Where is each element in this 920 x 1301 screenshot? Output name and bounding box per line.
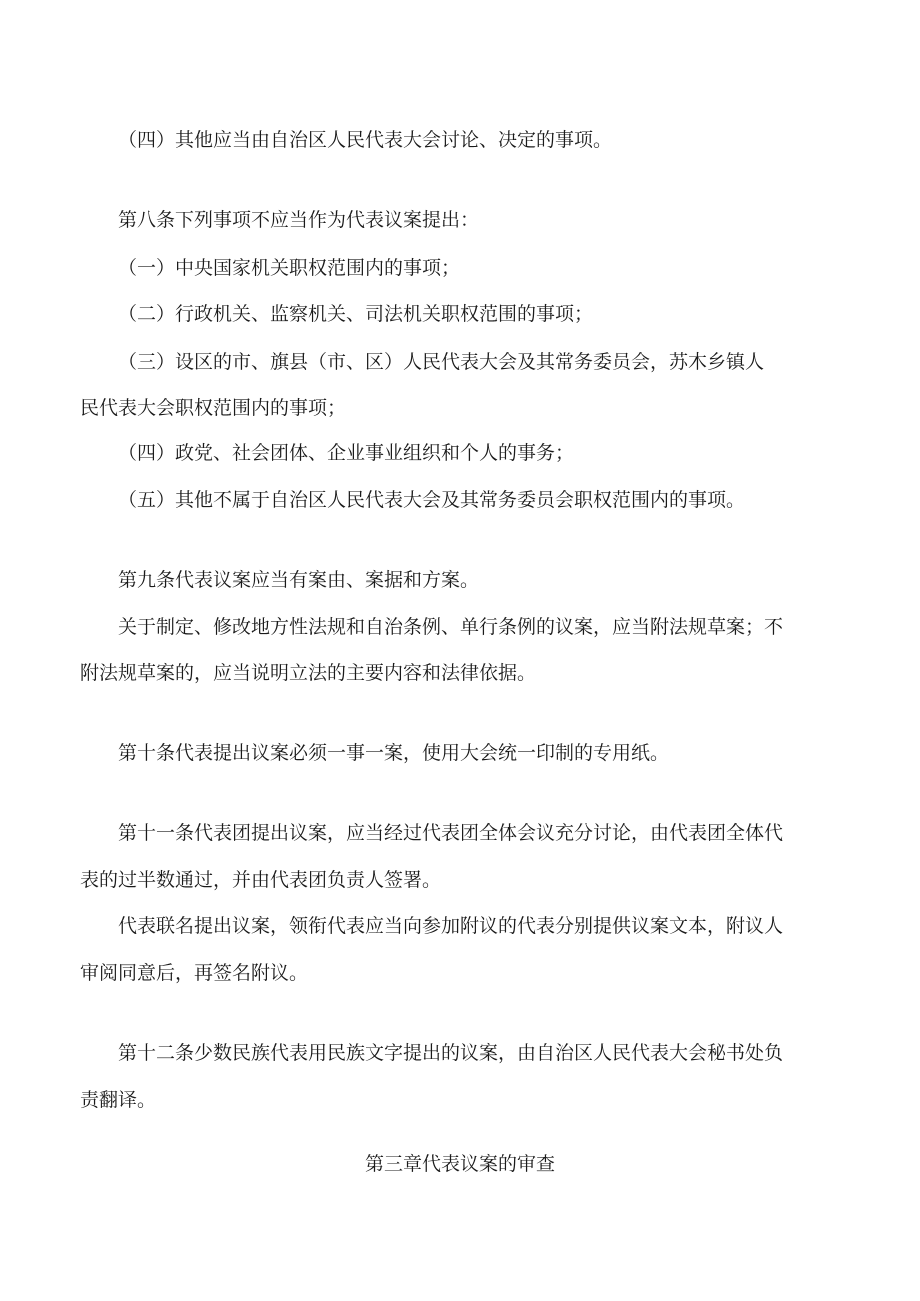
article-9-heading: 第九条代表议案应当有案由、案据和方案。 — [118, 569, 480, 591]
article-11-line-2: 表的过半数通过，并由代表团负责人签署。 — [80, 869, 442, 891]
article-11-para2-line-2: 审阅同意后，再签名附议。 — [80, 962, 309, 984]
article-8-item-5: （五）其他不属于自治区人民代表大会及其常务委员会职权范围内的事项。 — [118, 489, 746, 511]
article-8-item-1: （一）中央国家机关职权范围内的事项； — [118, 257, 461, 279]
article-7-item-4: （四）其他应当由自治区人民代表大会讨论、决定的事项。 — [118, 129, 613, 151]
chapter-3-title: 第三章代表议案的审查 — [364, 1153, 555, 1175]
article-9-para-line-2: 附法规草案的，应当说明立法的主要内容和法律依据。 — [80, 662, 537, 684]
article-12-line-1: 第十二条少数民族代表用民族文字提出的议案，由自治区人民代表大会秘书处负 — [118, 1042, 784, 1064]
article-9-para-line-1: 关于制定、修改地方性法规和自治条例、单行条例的议案，应当附法规草案；不 — [118, 616, 784, 638]
article-11-para2-line-1: 代表联名提出议案，领衔代表应当向参加附议的代表分别提供议案文本，附议人 — [118, 915, 784, 937]
article-10: 第十条代表提出议案必须一事一案，使用大会统一印制的专用纸。 — [118, 742, 670, 764]
article-8-item-2: （二）行政机关、监察机关、司法机关职权范围的事项； — [118, 303, 594, 325]
article-8-item-4: （四）政党、社会团体、企业事业组织和个人的事务； — [118, 442, 575, 464]
article-8-heading: 第八条下列事项不应当作为代表议案提出： — [118, 209, 480, 231]
article-8-item-3-line-2: 民代表大会职权范围内的事项； — [80, 397, 347, 419]
article-8-item-3-line-1: （三）设区的市、旗县（市、区）人民代表大会及其常务委员会，苏木乡镇人 — [118, 351, 765, 373]
article-12-line-2: 责翻译。 — [80, 1089, 157, 1111]
article-11-line-1: 第十一条代表团提出议案，应当经过代表团全体会议充分讨论，由代表团全体代 — [118, 822, 784, 844]
